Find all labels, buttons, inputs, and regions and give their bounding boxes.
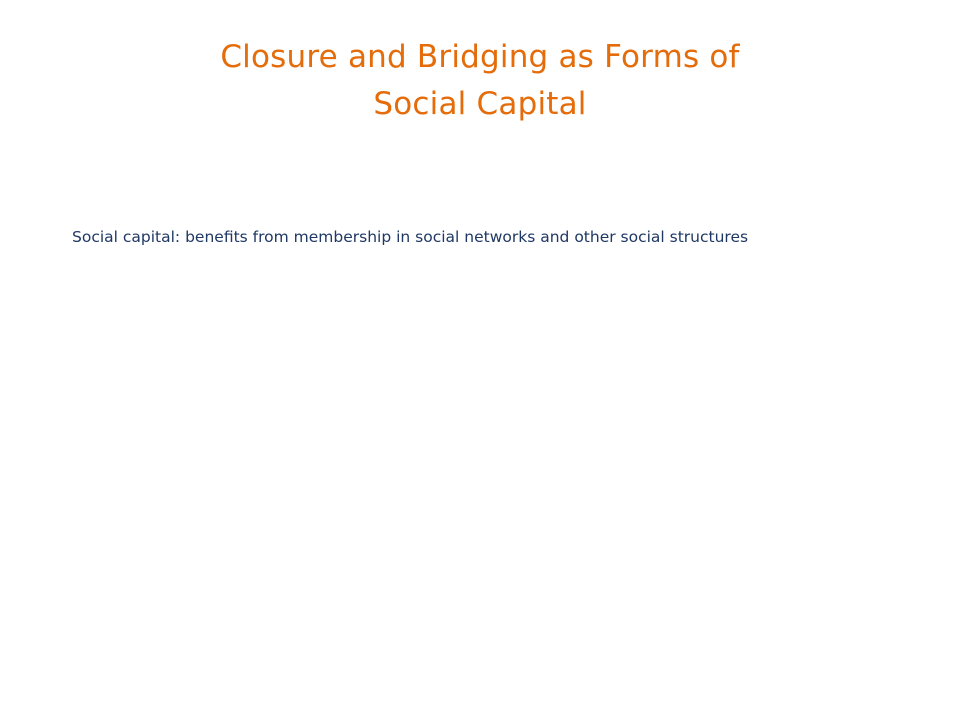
definition-text: Social capital: benefits from membership in social networks and other social structures <box>72 228 749 246</box>
title-line-1: Closure and Bridging as Forms of <box>220 39 740 75</box>
slide-title <box>120 34 840 128</box>
title-line-2: Social Capital <box>373 86 587 122</box>
